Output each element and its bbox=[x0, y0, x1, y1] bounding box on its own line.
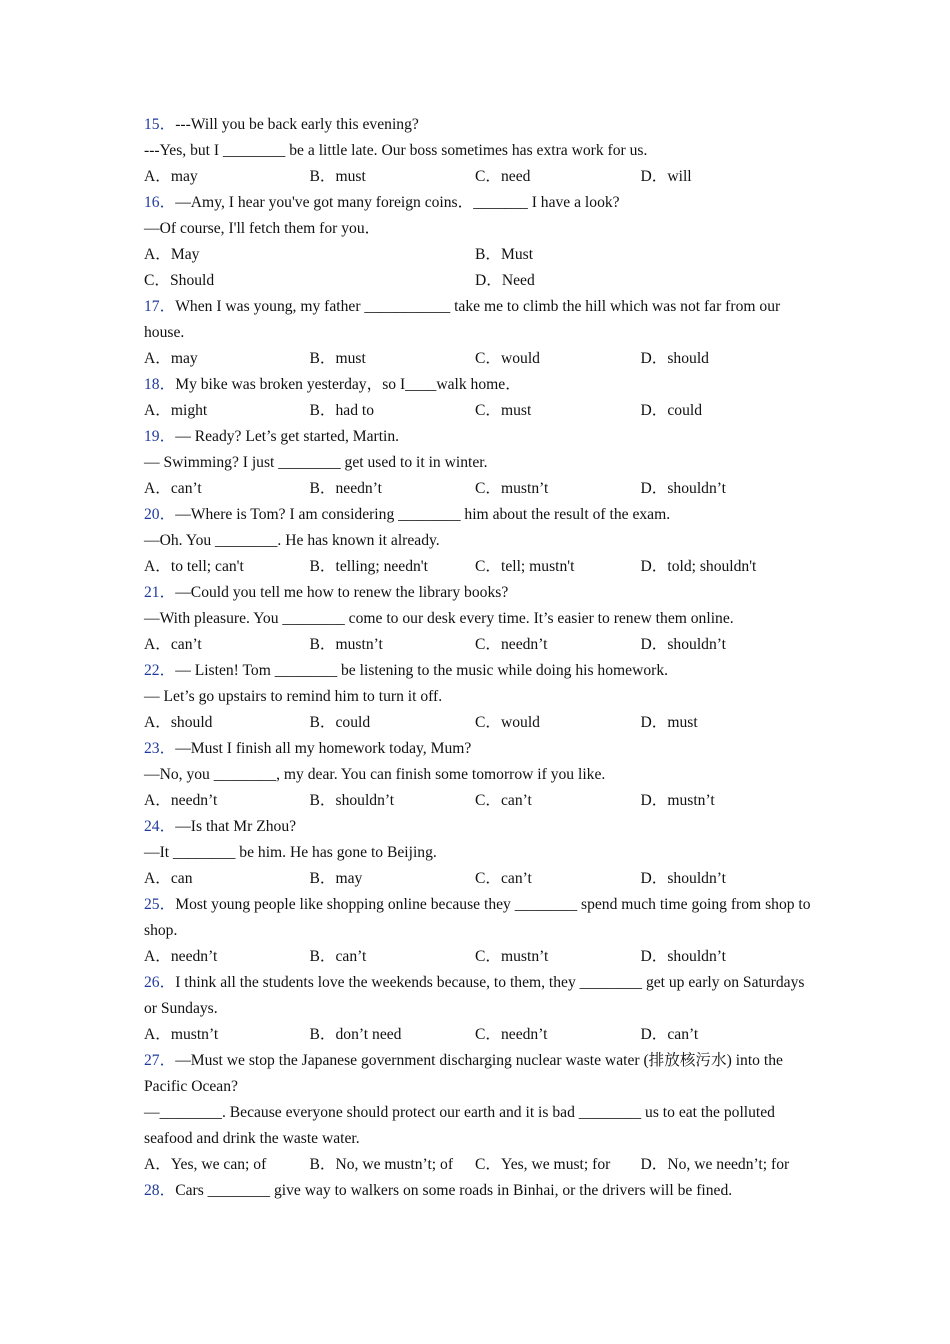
question-number: 27． bbox=[144, 1052, 176, 1069]
question-27 bbox=[144, 1048, 814, 1178]
option-a[interactable]: A．needn’t bbox=[144, 948, 218, 965]
question-24 bbox=[144, 814, 814, 892]
question-text: —It ________ be him. He has gone to Beijing. bbox=[144, 844, 437, 861]
question-text: —Where is Tom? I am considering ________ him about the result of the exam. bbox=[175, 506, 671, 523]
question-text: ---Yes, but I ________ be a little late. Our boss sometimes has extra work for us. bbox=[144, 142, 648, 159]
question-text: — Ready? Let’s get started, Martin. bbox=[175, 428, 400, 445]
question-text: —Must we stop the Japanese government discharging nuclear waste water (排放核污水) into the Pacific Ocean? bbox=[144, 1052, 783, 1095]
question-text: ---Will you be back early this evening? bbox=[175, 116, 419, 133]
option-d[interactable]: D．shouldn’t bbox=[640, 948, 726, 965]
option-a[interactable]: A．can bbox=[144, 870, 193, 887]
options-row bbox=[144, 1152, 814, 1178]
options-row bbox=[144, 242, 814, 294]
question-20 bbox=[144, 502, 814, 580]
option-b[interactable]: B．shouldn’t bbox=[309, 792, 395, 809]
option-b[interactable]: B．can’t bbox=[309, 948, 367, 965]
option-b[interactable]: B．had to bbox=[309, 402, 375, 419]
question-text: —Of course, I'll fetch them for you． bbox=[144, 220, 381, 237]
question-text: When I was young, my father ___________ take me to climb the hill which was not far from our house. bbox=[144, 298, 781, 341]
options-row bbox=[144, 866, 814, 892]
option-c[interactable]: C．tell; mustn't bbox=[475, 558, 575, 575]
option-c[interactable]: C．can’t bbox=[475, 870, 532, 887]
option-d[interactable]: D．must bbox=[640, 714, 698, 731]
option-a[interactable]: A．may bbox=[144, 350, 198, 367]
question-19 bbox=[144, 424, 814, 502]
question-text: — Swimming? I just ________ get used to it in winter. bbox=[144, 454, 488, 471]
question-number: 21． bbox=[144, 584, 176, 601]
option-d[interactable]: D．Need bbox=[475, 272, 535, 289]
question-number: 22． bbox=[144, 662, 176, 679]
question-text: I think all the students love the weekends because, to them, they ________ get up early on Saturdays or Sundays. bbox=[144, 974, 805, 1017]
option-b[interactable]: B．Must bbox=[475, 246, 534, 263]
question-text: —No, you ________, my dear. You can finish some tomorrow if you like. bbox=[144, 766, 606, 783]
question-number: 26． bbox=[144, 974, 176, 991]
option-a[interactable]: A．Yes, we can; of bbox=[144, 1156, 267, 1173]
question-text: Cars ________ give way to walkers on some roads in Binhai, or the drivers will be fined. bbox=[175, 1182, 733, 1199]
option-a[interactable]: A．needn’t bbox=[144, 792, 218, 809]
option-c[interactable]: C．must bbox=[475, 402, 532, 419]
option-a[interactable]: A．might bbox=[144, 402, 208, 419]
option-a[interactable]: A．to tell; can't bbox=[144, 558, 244, 575]
option-a[interactable]: A．can’t bbox=[144, 480, 202, 497]
option-b[interactable]: B．needn’t bbox=[309, 480, 382, 497]
option-d[interactable]: D．told; shouldn't bbox=[640, 558, 757, 575]
option-c[interactable]: C．would bbox=[475, 714, 540, 731]
question-text: —Is that Mr Zhou? bbox=[175, 818, 297, 835]
option-b[interactable]: B．No, we mustn’t; of bbox=[309, 1156, 454, 1173]
question-17 bbox=[144, 294, 814, 372]
question-text: My bike was broken yesterday，so I____walk home． bbox=[175, 376, 521, 393]
option-c[interactable]: C．need bbox=[475, 168, 531, 185]
options-row bbox=[144, 1022, 814, 1048]
option-b[interactable]: B．must bbox=[309, 168, 366, 185]
question-number: 28． bbox=[144, 1182, 176, 1199]
question-text: — Let’s go upstairs to remind him to turn it off. bbox=[144, 688, 443, 705]
question-number: 19． bbox=[144, 428, 176, 445]
question-28 bbox=[144, 1178, 814, 1204]
option-c[interactable]: C．needn’t bbox=[475, 636, 548, 653]
option-a[interactable]: A．mustn’t bbox=[144, 1026, 219, 1043]
question-text: —________. Because everyone should protect our earth and it is bad ________ us to eat the polluted seafood and drink the waste water. bbox=[144, 1104, 775, 1147]
question-text: —With pleasure. You ________ come to our desk every time. It’s easier to renew them online. bbox=[144, 610, 734, 627]
question-23 bbox=[144, 736, 814, 814]
options-row bbox=[144, 710, 814, 736]
options-row bbox=[144, 944, 814, 970]
option-c[interactable]: C．Yes, we must; for bbox=[475, 1156, 611, 1173]
option-b[interactable]: B．must bbox=[309, 350, 366, 367]
options-row bbox=[144, 346, 814, 372]
question-number: 25． bbox=[144, 896, 176, 913]
options-row bbox=[144, 476, 814, 502]
exam-page bbox=[144, 112, 814, 1204]
options-row bbox=[144, 788, 814, 814]
question-26 bbox=[144, 970, 814, 1048]
question-text: —Could you tell me how to renew the library books? bbox=[175, 584, 509, 601]
option-b[interactable]: B．could bbox=[309, 714, 371, 731]
question-18 bbox=[144, 372, 814, 424]
option-b[interactable]: B．mustn’t bbox=[309, 636, 383, 653]
options-row bbox=[144, 632, 814, 658]
option-c[interactable]: C．needn’t bbox=[475, 1026, 548, 1043]
option-d[interactable]: D．shouldn’t bbox=[640, 636, 726, 653]
question-21 bbox=[144, 580, 814, 658]
question-text: —Must I finish all my homework today, Mum? bbox=[175, 740, 472, 757]
question-text: Most young people like shopping online because they ________ spend much time going from shop to shop. bbox=[144, 896, 811, 939]
option-b[interactable]: B．may bbox=[309, 870, 363, 887]
option-a[interactable]: A．may bbox=[144, 168, 198, 185]
question-text: —Amy, I hear you've got many foreign coins．_______ I have a look? bbox=[175, 194, 620, 211]
question-16 bbox=[144, 190, 814, 294]
option-b[interactable]: B．don’t need bbox=[309, 1026, 402, 1043]
question-22 bbox=[144, 658, 814, 736]
question-number: 24． bbox=[144, 818, 176, 835]
question-number: 16． bbox=[144, 194, 176, 211]
option-d[interactable]: D．could bbox=[640, 402, 702, 419]
question-number: 23． bbox=[144, 740, 176, 757]
option-c[interactable]: C．mustn’t bbox=[475, 948, 549, 965]
question-number: 15． bbox=[144, 116, 176, 133]
option-d[interactable]: D．shouldn’t bbox=[640, 870, 726, 887]
option-a[interactable]: A．should bbox=[144, 714, 213, 731]
question-text: —Oh. You ________. He has known it already. bbox=[144, 532, 440, 549]
question-text: — Listen! Tom ________ be listening to the music while doing his homework. bbox=[175, 662, 669, 679]
option-c[interactable]: C．Should bbox=[144, 272, 215, 289]
option-c[interactable]: C．mustn’t bbox=[475, 480, 549, 497]
option-c[interactable]: C．would bbox=[475, 350, 540, 367]
question-25 bbox=[144, 892, 814, 970]
question-number: 18． bbox=[144, 376, 176, 393]
option-d[interactable]: D．can’t bbox=[640, 1026, 699, 1043]
question-number: 20． bbox=[144, 506, 176, 523]
options-row bbox=[144, 164, 814, 190]
option-a[interactable]: A．can’t bbox=[144, 636, 202, 653]
option-d[interactable]: D．should bbox=[640, 350, 709, 367]
options-row bbox=[144, 398, 814, 424]
option-a[interactable]: A．May bbox=[144, 246, 200, 263]
option-d[interactable]: D．shouldn’t bbox=[640, 480, 726, 497]
option-d[interactable]: D．will bbox=[640, 168, 692, 185]
option-b[interactable]: B．telling; needn't bbox=[309, 558, 428, 575]
options-row bbox=[144, 554, 814, 580]
option-d[interactable]: D．No, we needn’t; for bbox=[640, 1156, 790, 1173]
question-15 bbox=[144, 112, 814, 190]
option-c[interactable]: C．can’t bbox=[475, 792, 532, 809]
question-number: 17． bbox=[144, 298, 176, 315]
option-d[interactable]: D．mustn’t bbox=[640, 792, 715, 809]
